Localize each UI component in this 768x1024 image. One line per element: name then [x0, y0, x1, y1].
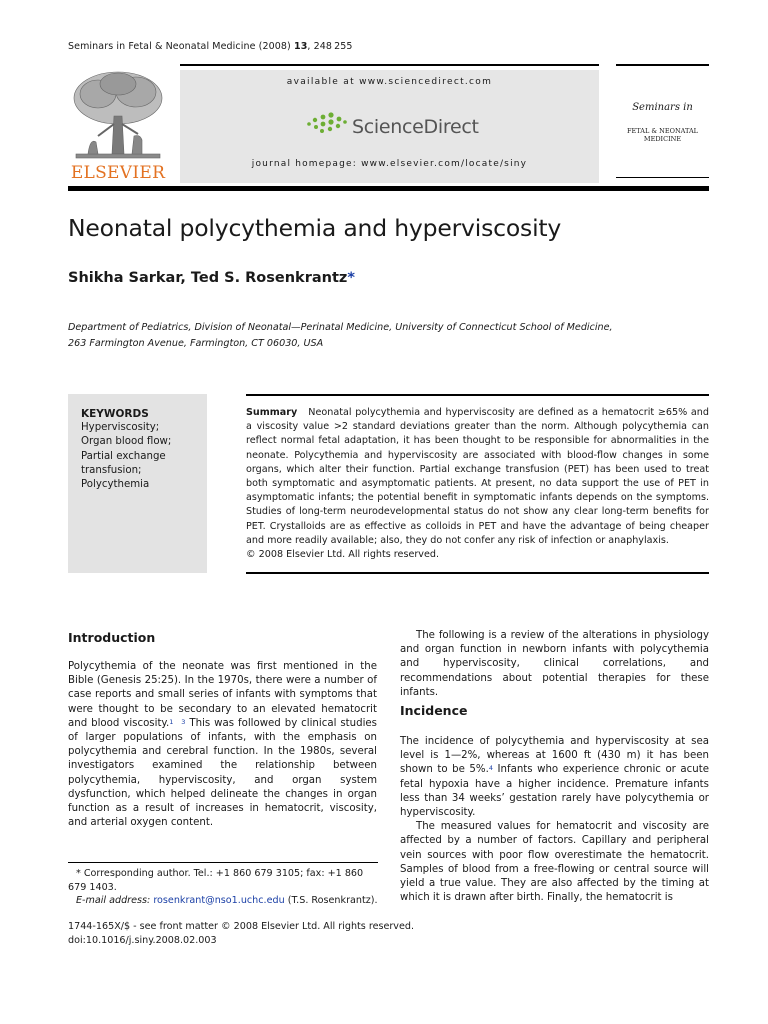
- incidence-text-a: The incidence of polycythemia and hyperviscosity at sea level is 1—2%, whereas at 1600 ft (430 m) it has been shown to be 5%.: [400, 736, 709, 776]
- reference-link[interactable]: 4: [488, 764, 493, 773]
- intro-text-a: Polycythemia of the neonate was first mentioned in the Bible (Genesis 25:25). In the 1970s, there were a number of case reports and small series of infants with symptoms that were thought to be secondary to an elevated hematocrit and blood viscosity.: [68, 661, 377, 729]
- incidence-text-b: Infants who experience chronic or acute fetal hypoxia have a higher incidence. Premature infants less than 34 weeks’ gestation rarely have polycythemia or hyperviscosity.: [400, 764, 709, 819]
- summary-rule-bottom: [246, 572, 709, 574]
- incidence-text: [400, 735, 709, 905]
- running-head-volume: 13: [293, 41, 308, 52]
- email-line: [68, 894, 378, 908]
- keywords-heading: KEYWORDS: [81, 408, 149, 420]
- footnote: [68, 867, 378, 908]
- article-title: Neonatal polycythemia and hyperviscosity: [68, 214, 562, 242]
- incidence-text-2: The measured values for hematocrit and viscosity are affected by a number of factors. Capillary and peripheral vein sources with poor flow overestimate the hematocrit. Samples of blood from a free-flowing or central source will yield a true value. They are also affected by the timing at which it is drawn after birth. Finally, the hematocrit is: [400, 821, 709, 904]
- corresponding-author-mark[interactable]: *: [347, 270, 355, 286]
- summary-label: Summary: [246, 407, 298, 418]
- intro-text-b: This was followed by clinical studies of larger populations of infants, with the emphasis on polycythemia and cerebral function. In the 1980s, several investigators examined the relationship between polycythemia, hyperviscosity, and organ system dysfunction, which helped delineate the changes in organ function as a result of increases in hematocrit, viscosity, and arterial oxygen content.: [68, 717, 377, 829]
- journal-name-line1: Seminars in: [632, 102, 693, 113]
- copyright: © 2008 Elsevier Ltd. All rights reserved.: [246, 549, 440, 561]
- running-head: [68, 41, 353, 52]
- affiliation: [68, 320, 708, 352]
- journal-rule-top: [616, 64, 709, 66]
- email-link[interactable]: rosenkrant@nso1.uchc.edu: [153, 895, 285, 906]
- masthead-rule: [180, 64, 599, 66]
- keyword-item: Partial exchange transfusion;: [81, 450, 166, 476]
- email-label: E-mail address:: [76, 895, 151, 906]
- footnote-rule: [68, 862, 378, 863]
- available-at[interactable]: available at www.sciencedirect.com: [286, 77, 493, 87]
- reference-link[interactable]: 1: [169, 717, 174, 726]
- corresponding-author-note: * Corresponding author. Tel.: +1 860 679 3105; fax: +1 860 679 1403.: [68, 868, 364, 893]
- issn-line: 1744-165X/$ - see front matter © 2008 Elsevier Ltd. All rights reserved.: [68, 921, 415, 932]
- journal-name-line2: FETAL & NEONATAL MEDICINE: [627, 127, 698, 143]
- journal-rule-bottom: [616, 177, 709, 178]
- review-paragraph: [400, 629, 709, 700]
- running-head-journal: Seminars in Fetal & Neonatal Medicine (2008): [68, 41, 291, 52]
- incidence-heading: Incidence: [400, 703, 468, 718]
- keyword-item: Polycythemia: [81, 479, 150, 491]
- introduction-heading: Introduction: [68, 630, 156, 645]
- sciencedirect-brand: ScienceDirect: [352, 116, 479, 138]
- keyword-item: Hyperviscosity;: [81, 422, 160, 434]
- affiliation-line1: Department of Pediatrics, Division of Neonatal—Perinatal Medicine, University of Connecticut School of Medicine,: [68, 322, 613, 333]
- keywords: [81, 407, 203, 492]
- keyword-item: Organ blood flow;: [81, 436, 172, 448]
- email-suffix: (T.S. Rosenkrantz).: [284, 895, 378, 906]
- introduction-text: [68, 660, 377, 830]
- running-head-pages: , 248 255: [307, 41, 353, 52]
- article-authors: [68, 270, 355, 286]
- header-divider: [68, 186, 709, 191]
- sciencedirect-dots-icon: [305, 110, 349, 140]
- affiliation-line2: 263 Farmington Avenue, Farmington, CT 06030, USA: [68, 338, 324, 349]
- reference-link[interactable]: 3: [181, 717, 186, 726]
- article-meta: [68, 920, 414, 948]
- author-names: Shikha Sarkar, Ted S. Rosenkrantz: [68, 270, 348, 286]
- summary-text: Neonatal polycythemia and hyperviscosity are defined as a hematocrit ≥65% and a viscosity value >2 standard deviations greater than the norm. Although polycythemia can reflect normal fetal adaptation, it has been thought to be responsible for abnormalities in the neonate. Polycythemia and hyperviscosity are associated with blood-flow changes in some organs, which alter their function. Partial exchange transfusion (PET) has been used to treat both symptomatic and asymptomatic patients. At present, no data support the use of PET in asymptomatic infants; the potential benefit in symptomatic infants depends on the symptoms. Studies of long-term neurodevelopmental status do not show any clear long-term benefits for PET. Crystalloids are as effective as colloids in PET and have the advantage of being cheaper and more readily available; also, they do not confer any risk of infection or anaphylaxis.: [246, 407, 709, 546]
- review-text: The following is a review of the alterations in physiology and organ function in newborn infants with polycythemia and hyperviscosity, clinical correlations, and recommendations about potential therapies for these infants.: [400, 630, 709, 698]
- summary: [246, 406, 709, 562]
- summary-rule-top: [246, 394, 709, 396]
- journal-homepage[interactable]: journal homepage: www.elsevier.com/locate/siny: [251, 159, 528, 169]
- publisher-name: ELSEVIER: [70, 163, 166, 183]
- doi-line[interactable]: doi:10.1016/j.siny.2008.02.003: [68, 935, 217, 946]
